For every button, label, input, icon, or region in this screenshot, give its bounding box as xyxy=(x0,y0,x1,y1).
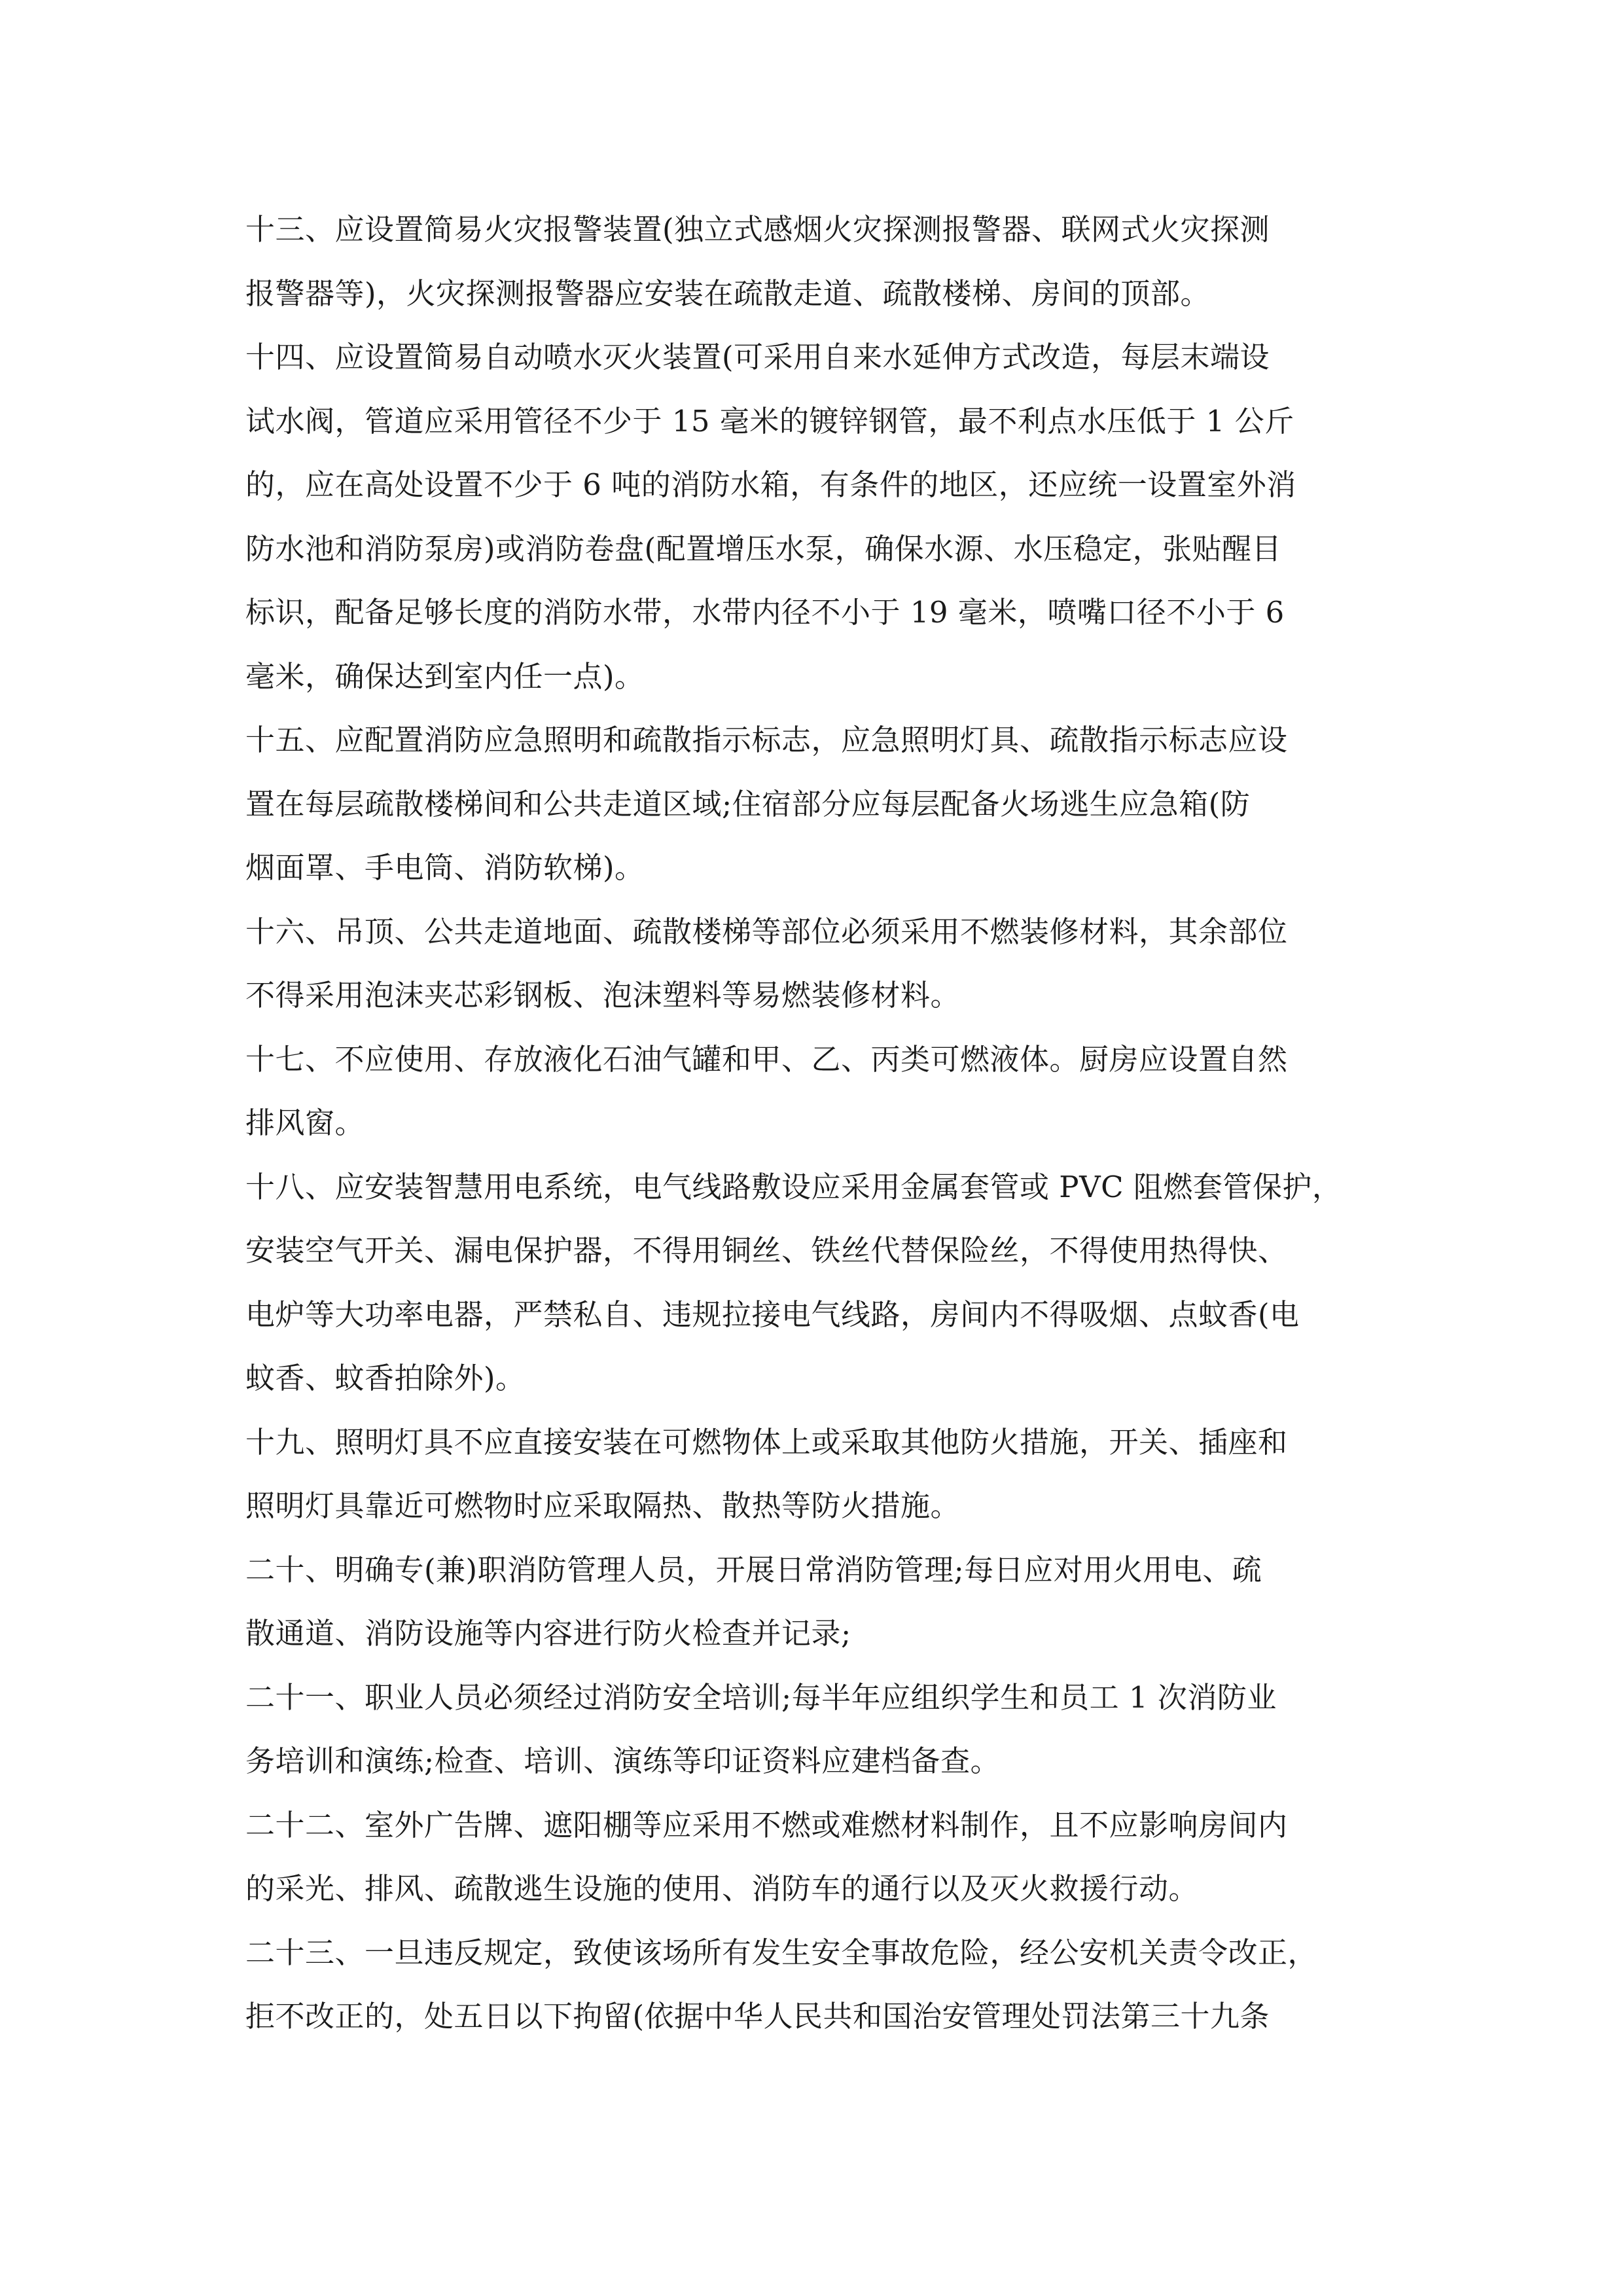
text-line: 电炉等大功率电器，严禁私自、违规拉接电气线路，房间内不得吸烟、点蚊香(电 xyxy=(245,1297,1300,1332)
text-line: 二十、明确专(兼)职消防管理人员，开展日常消防管理;每日应对用火用电、疏 xyxy=(245,1552,1262,1587)
text-line: 十四、应设置简易自动喷水灭火装置(可采用自来水延伸方式改造，每层末端设 xyxy=(245,340,1270,374)
text-line: 的采光、排风、疏散逃生设施的使用、消防车的通行以及灭火救援行动。 xyxy=(245,1871,1199,1906)
text-line: 二十二、室外广告牌、遮阳棚等应采用不燃或难燃材料制作，且不应影响房间内 xyxy=(245,1807,1288,1842)
document-body xyxy=(245,198,1384,2049)
text-line: 排风窗。 xyxy=(245,1105,365,1140)
text-line: 标识，配备足够长度的消防水带，水带内径不小于 19 毫米，喷嘴口径不小于 6 xyxy=(245,595,1285,630)
text-line: 拒不改正的，处五日以下拘留(依据中华人民共和国治安管理处罚法第三十九条 xyxy=(245,1999,1270,2034)
paragraph-15 xyxy=(245,708,1384,900)
text-line: 的，应在高处设置不少于 6 吨的消防水箱，有条件的地区，还应统一设置室外消 xyxy=(245,467,1296,502)
text-line: 试水阀，管道应采用管径不少于 15 毫米的镀锌钢管，最不利点水压低于 1 公斤 xyxy=(245,403,1294,439)
paragraph-21 xyxy=(245,1666,1384,1793)
paragraph-23 xyxy=(245,1921,1384,2049)
text-line: 置在每层疏散楼梯间和公共走道区域;住宿部分应每层配备火场逃生应急箱(防 xyxy=(245,786,1251,821)
paragraph-18 xyxy=(245,1155,1384,1410)
text-line: 十七、不应使用、存放液化石油气罐和甲、乙、丙类可燃液体。厨房应设置自然 xyxy=(245,1041,1288,1077)
paragraph-16 xyxy=(245,900,1384,1028)
text-line: 照明灯具靠近可燃物时应采取隔热、散热等防火措施。 xyxy=(245,1488,961,1523)
text-line: 不得采用泡沫夹芯彩钢板、泡沫塑料等易燃装修材料。 xyxy=(245,978,961,1013)
paragraph-14 xyxy=(245,325,1384,708)
text-line: 烟面罩、手电筒、消防软梯)。 xyxy=(245,850,645,885)
text-line: 二十三、一旦违反规定，致使该场所有发生安全事故危险，经公安机关责令改正， xyxy=(245,1935,1318,1970)
text-line: 报警器等)，火灾探测报警器应安装在疏散走道、疏散楼梯、房间的顶部。 xyxy=(245,276,1211,311)
text-line: 十八、应安装智慧用电系统，电气线路敷设应采用金属套管或 PVC 阻燃套管保护， xyxy=(245,1169,1342,1204)
text-line: 十六、吊顶、公共走道地面、疏散楼梯等部位必须采用不燃装修材料，其余部位 xyxy=(245,914,1288,949)
text-line: 务培训和演练;检查、培训、演练等印证资料应建档备查。 xyxy=(245,1744,1001,1778)
paragraph-19 xyxy=(245,1410,1384,1538)
paragraph-13 xyxy=(245,198,1384,325)
text-line: 散通道、消防设施等内容进行防火检查并记录; xyxy=(245,1616,851,1651)
paragraph-22 xyxy=(245,1793,1384,1921)
text-line: 防水池和消防泵房)或消防卷盘(配置增压水泵，确保水源、水压稳定，张贴醒目 xyxy=(245,531,1282,566)
text-line: 十三、应设置简易火灾报警装置(独立式感烟火灾探测报警器、联网式火灾探测 xyxy=(245,212,1270,247)
text-line: 蚊香、蚊香拍除外)。 xyxy=(245,1361,526,1395)
paragraph-20 xyxy=(245,1538,1384,1666)
text-line: 安装空气开关、漏电保护器，不得用铜丝、铁丝代替保险丝，不得使用热得快、 xyxy=(245,1233,1288,1268)
text-line: 十五、应配置消防应急照明和疏散指示标志，应急照明灯具、疏散指示标志应设 xyxy=(245,723,1288,757)
text-line: 十九、照明灯具不应直接安装在可燃物体上或采取其他防火措施，开关、插座和 xyxy=(245,1424,1288,1460)
paragraph-17 xyxy=(245,1028,1384,1155)
text-line: 二十一、职业人员必须经过消防安全培训;每半年应组织学生和员工 1 次消防业 xyxy=(245,1679,1277,1715)
text-line: 毫米，确保达到室内任一点)。 xyxy=(245,658,645,694)
